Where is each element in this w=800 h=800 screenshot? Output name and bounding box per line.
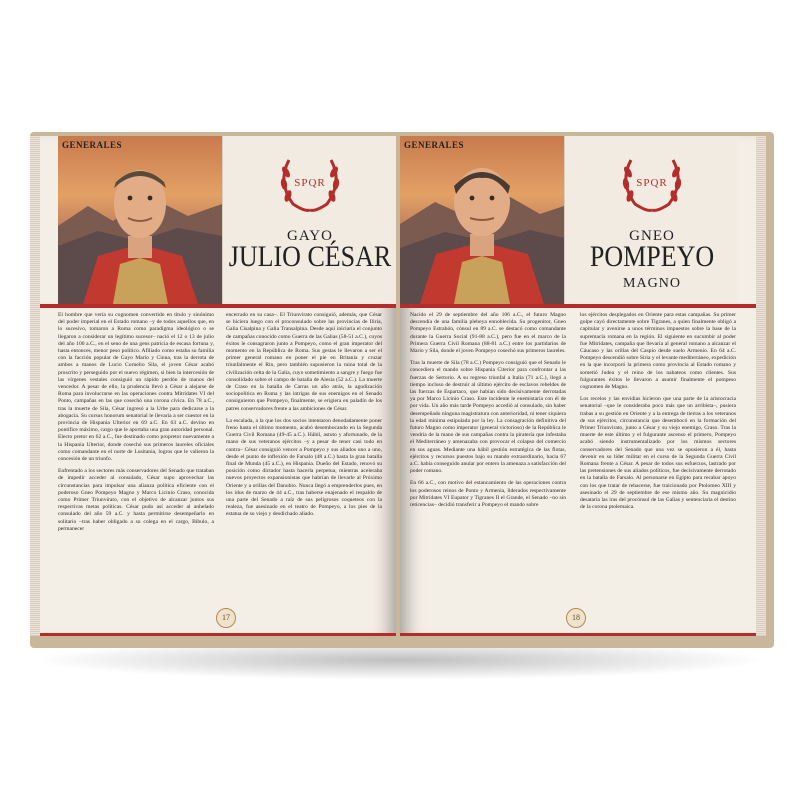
divider-strip [40, 304, 396, 308]
first-name: GNEO [629, 228, 675, 244]
bottom-bar [40, 633, 396, 636]
right-page [400, 136, 756, 636]
paragraph: los ejércitos desplegados en Oriente para estas campañas. Su primer golpe cayó directamente sobre Tigranes, a quien finalmente obligó a capitular y avenirse a unos términos impuestos sobre la base de la supremacía romana en la región. El siguiente en sucumbir al poder fue Mitrídates, campaña que llevaría al general romano a alcanzar el Cáucaso y las orillas del Caspio desde suelo Armenio. En 64 a.C. Pompeyo descendió sobre Siria y el levante mediterráneo, expedición en la que incorporó la primera como provincia al Estado romano y sometió Judea y el reino de los nabateos como clientes. Sus fulgurantes éxitos le llevaron a asumir finalmente el pompeso cognomen de Magno. [580, 312, 736, 391]
title-panel-left [222, 136, 396, 304]
page-edges-left [30, 136, 40, 636]
portrait-pompeyo [400, 136, 564, 304]
column-a [58, 312, 214, 538]
page-number: 18 [566, 608, 586, 628]
portrait-julio-cesar [58, 136, 222, 304]
spqr-emblem-text: SPQR [636, 177, 668, 189]
pompey-illustration [400, 136, 564, 304]
section-tag: GENERALES [404, 140, 465, 150]
left-page [40, 136, 396, 636]
paragraph: La escalada, a la que los dos socios intentaron denodadamente poner freno hasta el último momento, acabó desembocando en la Segunda Guerra Civil Romana (49-45 a.C.). Hábil, astuto y afortunado, de la mano de sus veteranos ejércitos –y a pesar de tener casi todo en contra– César consiguió vencer a Pompeyo y sus aliados uno a uno, desde el punto de inflexión de Farsalo (48 a.C.) hasta la gran batalla final de Munda (45 a.C.), en Hispania. Dueño del Estado, renovó su posición como dictador hasta hacerla perpetua, mientras aceleraba nuevos proyectos expansionistas que habrían de llevarle al Próximo Oriente y a orillas del Danubio. Nunca llegó a emprenderlos pues, en los idus de marzo de 44 a.C., tras haberse enajenado el respaldo de una parte del Senado a raíz de sus peligrosos coqueteos con la realeza, fue asesinado en el teatro de Pompeyo, a los pies de la estatua de su viejo y desdichado aliado. [226, 417, 382, 518]
body-columns [400, 312, 756, 612]
column-b [580, 312, 736, 516]
name-suffix: MAGNO [623, 276, 681, 291]
paragraph: Nacido el 29 de septiembre del año 106 a.C., el futuro Magno descendía de una familia plebeya ennoblecida. Su progenitor, Gneo Pompeyo Estrabón, cónsul en 89 a.C. se destacó como comandante durante la Guerra Social (91-88 a.C.), pero fue en el marco de la Primera Guerra Civil Romana (88-81 a.C.) entre los partidarios de Mario y Sila, donde el joven Pompeyo cosechó sus primeros laureles. [410, 312, 566, 355]
paragraph: El hombre que vería su cognomen convertido en título y sinónimo del poder imperial en el Estado romano –y de todos aquellos que, en lo sucesivo, tomaron a Roma como paradigma ideológico o se llegaron a considerar un legítimo sucesor– nació el 12 o 13 de julio del año 100 a.C., en el seno de una gens patricia de escasa fortuna y, hasta entonces, menor peso político. Afiliado como estaba su familia con la facción popular de Gayo Mario y Cinna, tras la derrota de ambos a manos de Lucio Cornelio Sila, el joven César acabó proscrito y perseguido por el nuevo régimen, si bien la intercesión de las vírgenes vestales consiguió un rápido perdón de manos del vencedor. A pesar de ello, la prudencia llevó a César a alejarse de Roma para involucrarse en las operaciones contra Mitrídates VI del Ponto, campañas en las que cosechó una corona cívica. En 78 a.C., tras la muerte de Sila, César ingresó a la Urbe para dedicarse a la abogacía. Su cursus honorum senatorial le llevaría a ser cuestor en la provincia de Hispania Ulterior en 69 a.C. En 63 a.C. devino en pontífice máximo, cargo que le aportaba una gran autoridad personal. Electo pretor en 62 a.C., fue destinado como propretor nuevamente a la Hispania Ulterior, donde cosechó sus primeros laureles oficiales como comandante en el norte de Lusitania, logros que le valieron la concesión de un triunfo. [58, 312, 214, 463]
column-b [226, 312, 382, 524]
left-header [40, 136, 396, 304]
body-columns [40, 312, 396, 612]
title-panel-right [564, 136, 739, 304]
section-tag: GENERALES [62, 140, 123, 150]
page-edges-right [756, 136, 766, 636]
paragraph: encerrado en su casa–. El Triunvirato consiguió, además, que César se hiciera luego con el proconsulado sobre las provincias de Iliria, Galia Cisalpina y Galia Transalpina. Desde aquí iniciaría el conjunto de campañas conocido como Guerra de las Galias (58-51 a.C.), cuyos éxitos le consagraron junto a Pompeyo, como el gran imperator del momento en la República de Roma. Sus gestas le llevaron a ser el primer general romano en poner el pie en Britania y cruzar triunfalmente el Rin, pero también supusieron la ruina total de la civilización celta de la Galia, cuyo sometimiento a sangre y fuego fue consolidado sobre el campo de batalla de Alesia (52 a.C.). La muerte de Craso en la batalla de Carras un año atrás, la agudización sociopolítica en Roma y las intrigas de sus enemigos en el Senado consiguieron que Pompeyo, finalmente, se erigiera en paladín de los patres conservadores frente a las ambiciones de César. [226, 312, 382, 412]
paragraph: Los recelos y las envidias hicieron que una parte de la aristocracia senatorial –que le consideraba poco más que un arribista–, pusiera trabas a su gestión en Oriente y a la entrega de tierras a los veteranos de sus ejércitos, circunstancia que desembocó en la formación del Primer Triunvirato, junto a César y su viejo enemigo, Craso. Tras la muerte de este último y el fulgurante ascenso el primero, Pompeyo acabó siendo instrumentalizado por los mismos sectores conservadores del Senado que una vez se opusieron a él, hasta devenir en su líder militar en el curso de la Segunda Guerra Civil Romana frente a César. A pesar de todos sus esfuerzos, lastrado por las pretensiones de sus aliados políticos, fue decisivamente derrotado en la batalla de Farsalo. Al personarse en Egipto para recabar apoyo con los que tratar de rehacerse, fue traicionado por Ptolomeo XIII y asesinado el 29 de septiembre de ese mismo año. Su magnicidio desataría las iras del procónsul de las Galias y sentenciaría el destino de la corona ptolemaica. [580, 396, 736, 511]
page-number: 17 [216, 608, 236, 628]
spqr-laurel-icon [617, 148, 687, 214]
first-name: GAYO [287, 228, 333, 244]
spqr-emblem-text: SPQR [294, 177, 326, 189]
paragraph: En 66 a.C., con motivo del estancamiento de las operaciones contra los poderosos reinos de Ponto y Armenia, liderados respectivamente por Mitrídates VI Eupator y Tigranes II el Grande, el Senado –no sin reticencias– decidió transferir a Pompeyo el mando sobre [410, 480, 566, 509]
column-a [410, 312, 566, 514]
paragraph: Tras la muerte de Sila (78 a.C.) Pompeyo consiguió que el Senado le concediera el mando sobre Hispania Citerior para confrontar a las fuerzas de Sertorio. A su regreso triunfal a Italia (71 a.C.), llegó a tiempo incluso de destruir al último ejército de esclavos rebeldes de las fuerzas de Espartaco, que habían sido decisivamente derrotadas ya por Marco Licinio Craso. Este incidente le enemistaría con él de por vida. Un año más tarde Pompeyo accedió al consulado, sin haber desempeñado ninguna magistratura con anterioridad, ni tener siquiera la edad mínima estipulada por la ley. La consagración definitiva del futuro Magno como imperator (general victorioso) de la República le vendría de la mano de sus campañas contra la piratería que infestaba el Mediterráneo y amenazaba con provocar el colapso del comercio en sus aguas. Mediante una hábil gestión estratégica de las flotas, ejércitos y recursos puestos bajo su mando extraordinario, hacia 67 a.C. había conseguido anular por entero la amenaza a satisfacción del poder romano. [410, 360, 566, 475]
spqr-laurel-icon [275, 148, 345, 214]
bottom-bar [400, 633, 756, 636]
divider-strip [400, 304, 756, 308]
paragraph: Enfrentado a los sectores más conservadores del Senado que trataban de impedir acceder al consulado, César supo aprovechar las circunstancias para impulsar una alianza política eficiente con el poderoso Gneo Pompeyo Magno y Marco Licinio Craso, conocida como Primer Triunvirato, con el objetivo de alcanzar juntos sus respectivas metas políticas. César pudo así acceder al anhelado consulado del año 59 a.C. y hasta permitirse desempeñarlo en solitario –tras haber obligado a su colega en el cargo, Bíbulo, a permanecer [58, 468, 214, 532]
caesar-illustration [58, 136, 222, 304]
open-book [30, 118, 774, 648]
right-header [400, 136, 756, 304]
last-name: JULIO CÉSAR [228, 239, 392, 274]
last-name: POMPEYO [589, 239, 715, 274]
